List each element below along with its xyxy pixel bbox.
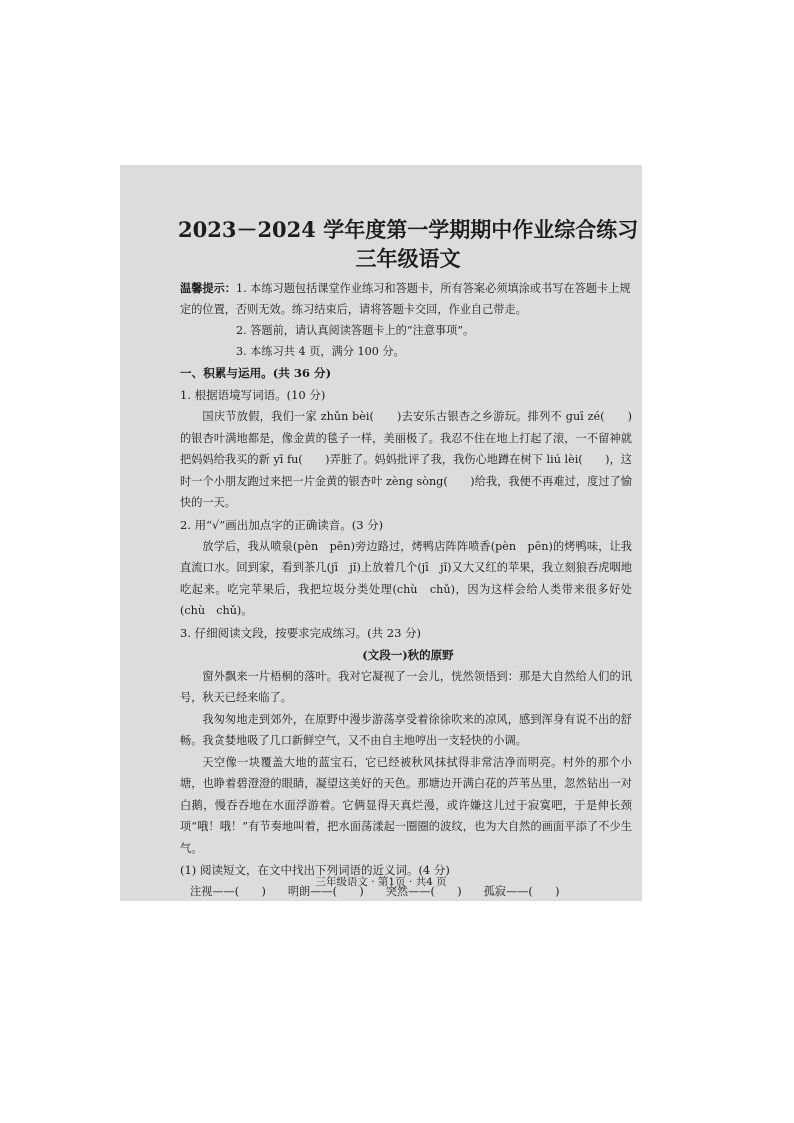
synonym-item: 注视——( ) bbox=[190, 885, 266, 898]
tips-block bbox=[180, 278, 632, 362]
question-1-text: 国庆节放假，我们一家 zhǔn bèi( )去安乐古银杏之乡游玩。排列不 guī zé( )的银杏叶满地都是，像金黄的毯子一样，美丽极了。我忍不住在地上打起了滚，一不留神就把妈妈给我买的新 yī fu( )弄脏了。妈妈批评了我，我伤心地蹲在树下 liú lèi( )，这时一个小朋友跑过来把一片金黄的银杏叶 zèng sòng( )给我，我便不再难过，度过了愉快的一天。 bbox=[180, 410, 632, 509]
page-footer: 三年级语文 · 第1页 · 共4 页 bbox=[315, 876, 447, 888]
question-2-text: 放学后，我从喷泉(pèn pēn)旁边路过，烤鸭店阵阵喷香(pèn pēn)的烤鸭味，让我直流口水。回到家，看到茶几(jī jǐ)上放着几个(jī jǐ)又大又红的苹果，我立刻狼吞虎咽地吃起来。吃完苹果后，我把垃圾分类处理(chù chǔ)，因为这样会给人类带来很多好处(chù chǔ)。 bbox=[180, 539, 632, 617]
synonym-item: 明朗——( ) bbox=[287, 885, 364, 898]
page-title: 2023－2024 学年度第一学期期中作业综合练习 bbox=[178, 217, 639, 242]
question-2-heading: 2. 用“√”画出加点字的正确读音。(3 分) bbox=[180, 517, 384, 532]
tips-item-3: 3. 本练习共 4 页，满分 100 分。 bbox=[236, 345, 405, 358]
section-heading: 一、积累与运用。(共 36 分) bbox=[180, 366, 332, 380]
page-subtitle: 三年级语文 bbox=[355, 246, 461, 271]
question-1-heading: 1. 根据语境写词语。(10 分) bbox=[180, 388, 326, 402]
tips-label: 温馨提示： bbox=[180, 281, 236, 295]
tips-item-1: 1. 本练习题包括课堂作业练习和答题卡，所有答案必须填涂或书写在答题卡上规定的位置，否则无效。练习结束后，请将答题卡交回，作业自己带走。 bbox=[180, 282, 631, 316]
passage-paragraph: 窗外飘来一片梧桐的落叶。我对它凝视了一会儿，恍然领悟到：那是大自然给人们的讯号，秋天已经来临了。 bbox=[180, 669, 632, 704]
passage-title: (文段一)秋的原野 bbox=[362, 647, 454, 662]
question-3-heading: 3. 仔细阅读文段，按要求完成练习。(共 23 分) bbox=[180, 625, 422, 640]
passage-paragraph: 我匆匆地走到郊外，在原野中漫步游荡享受着徐徐吹来的凉风，感到浑身有说不出的舒畅。我贪婪地吸了几口新鲜空气，又不由自主地哼出一支轻快的小调。 bbox=[180, 712, 632, 747]
tips-item-2: 2. 答题前，请认真阅读答题卡上的“注意事项”。 bbox=[236, 324, 475, 337]
synonym-item: 突然——( ) bbox=[385, 885, 462, 898]
synonym-item: 孤寂——( ) bbox=[483, 885, 560, 898]
passage-paragraph: 天空像一块覆盖大地的蓝宝石，它已经被秋风抹拭得非常洁净而明亮。村外的那个小塘，也睁着碧澄澄的眼睛，凝望这美好的天色。那塘边开满白花的芦苇丛里，忽然钻出一对白鹅，慢吞吞地在水面浮游着。它俩显得天真烂漫，或许嫌这儿过于寂寞吧，于是伸长颈项“哦！哦！”有节奏地叫着，把水面荡漾起一圈圈的波纹，也为大自然的画面平添了不少生气。 bbox=[180, 755, 632, 855]
exam-page bbox=[120, 165, 642, 901]
subquestion-1-heading: (1) 阅读短文，在文中找出下列词语的近义词。(4 分) bbox=[180, 863, 450, 877]
